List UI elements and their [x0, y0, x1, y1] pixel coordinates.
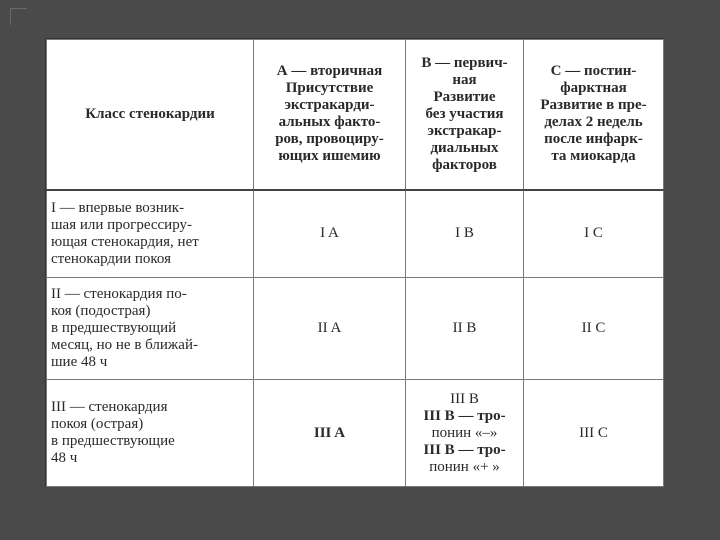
header-angina-class: Класс стенокардии	[47, 40, 254, 190]
cell-3b	[406, 380, 524, 487]
header-a-line: экстракарди-	[284, 97, 375, 114]
header-c-line: после инфарк-	[544, 131, 643, 148]
header-class-a	[254, 40, 406, 190]
cell-3b-line: III B	[450, 390, 479, 407]
header-b-line: диальных	[430, 139, 499, 156]
header-c-line: делах 2 недель	[544, 114, 643, 131]
header-b-line: ная	[452, 71, 477, 88]
row-label-line: III — стенокардия	[51, 399, 168, 415]
row-label-line: в предшествующие	[51, 433, 175, 449]
table-header-row	[47, 40, 664, 190]
cell-3a: III A	[254, 380, 406, 487]
table-row	[47, 380, 664, 487]
header-class-b	[406, 40, 524, 190]
header-b-line: факторов	[432, 156, 497, 173]
slide-corner-mark	[10, 8, 27, 25]
cell-3b-line: III B — тро-	[423, 407, 506, 424]
cell-3c: III C	[524, 380, 664, 487]
header-a-line: Присутствие	[285, 80, 374, 97]
cell-1a: I A	[254, 190, 406, 278]
header-a-line: альных факто-	[278, 114, 381, 131]
header-b-line: Развитие	[433, 88, 496, 105]
header-c-line: фарктная	[560, 80, 627, 97]
header-c-line: Развитие в пре-	[540, 97, 647, 114]
cell-1c: I C	[524, 190, 664, 278]
cell-3b-line: III B — тро-	[423, 441, 506, 458]
row-label-line: покоя (острая)	[51, 416, 144, 432]
row-label-line: коя (подострая)	[51, 303, 151, 319]
cell-1b: I B	[406, 190, 524, 278]
row-label-line: ющая стенокардия, нет	[51, 233, 199, 250]
header-c-line: та миокарда	[551, 148, 636, 165]
angina-classification-table	[46, 39, 664, 487]
row-label-line: II — стенокардия по-	[51, 286, 187, 302]
row-label-line: в предшествующий	[51, 320, 177, 336]
row-label-line: месяц, но не в ближай-	[51, 337, 198, 353]
row-label-line: шая или прогрессиру-	[51, 216, 192, 233]
row-label-class-2	[47, 278, 254, 380]
cell-2a: II A	[254, 278, 406, 380]
header-a-line: ющих ишемию	[278, 148, 381, 165]
cell-2c: II C	[524, 278, 664, 380]
header-c-line: С — постин-	[550, 63, 637, 80]
table-row	[47, 278, 664, 380]
cell-2b: II B	[406, 278, 524, 380]
header-class-c	[524, 40, 664, 190]
table-row	[47, 190, 664, 278]
header-b-line: без участия	[425, 105, 504, 122]
header-b-line: экстракар-	[427, 122, 502, 139]
cell-3b-line: понин «+ »	[429, 458, 500, 475]
row-label-class-3	[47, 380, 254, 487]
header-a-line: ров, провоциру-	[275, 131, 384, 148]
cell-3b-line: понин «–»	[431, 424, 498, 441]
row-label-line: 48 ч	[51, 450, 78, 466]
document-page	[45, 38, 664, 487]
row-label-class-1	[47, 190, 254, 278]
row-label-line: шие 48 ч	[51, 354, 108, 370]
row-label-line: стенокардии покоя	[51, 250, 172, 267]
header-a-line: А — вторичная	[276, 63, 383, 80]
header-b-line: В — первич-	[421, 54, 508, 71]
row-label-line: I — впервые возник-	[51, 199, 185, 216]
